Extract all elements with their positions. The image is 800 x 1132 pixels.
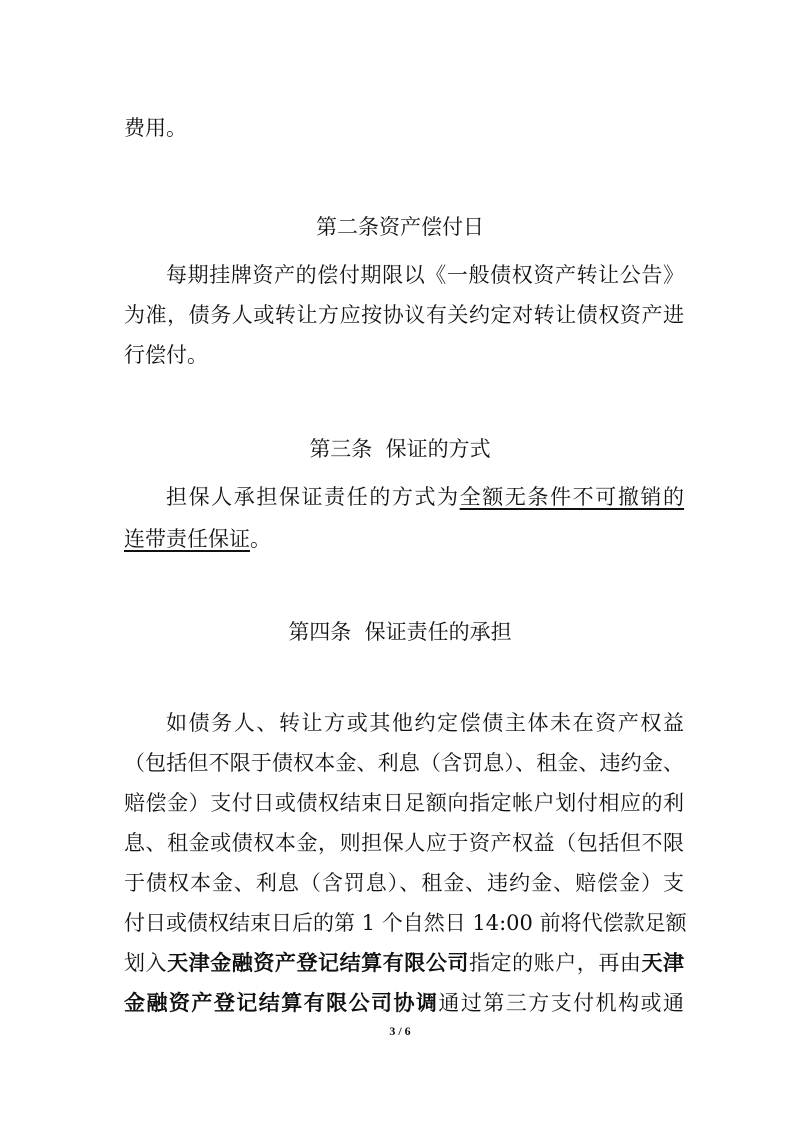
article-2-line-2: 为准，债务人或转让方应按协议有关约定对转让债权资产进 — [124, 303, 684, 327]
article-4-line-2: （包括但不限于债权本金、利息（含罚息）、租金、违约金、 — [124, 751, 684, 775]
article-3-heading: 第三条 保证的方式 — [309, 437, 491, 461]
article-2-line-3: 行偿付。 — [124, 343, 208, 367]
bold-institution-name: 天津 — [641, 950, 685, 975]
page-number: 3 / 6 — [389, 1024, 411, 1038]
article-4-line-6: 付日或债权结束日后的第 1 个自然日 14:00 前将代偿款足额 — [124, 911, 687, 935]
article-4-line-7: 划入天津金融资产登记结算有限公司指定的账户，再由天津 — [124, 950, 685, 975]
paragraph-tail: 费用。 — [124, 116, 187, 140]
bold-institution-name: 金融资产登记结算有限公司协调 — [124, 990, 439, 1015]
article-3-line-2: 连带责任保证。 — [124, 527, 271, 551]
article-4-line-1: 如债务人、转让方或其他约定偿债主体未在资产权益 — [166, 711, 684, 735]
article-4-line-4: 息、租金或债权本金，则担保人应于资产权益（包括但不限 — [124, 831, 684, 855]
bold-institution-name: 天津金融资产登记结算有限公司 — [167, 950, 469, 975]
underlined-term: 连带责任保证 — [124, 527, 250, 551]
article-4-line-3: 赔偿金）支付日或债权结束日足额向指定帐户划付相应的利 — [124, 791, 684, 815]
article-2-line-1: 每期挂牌资产的偿付期限以《一般债权资产转让公告》 — [166, 263, 684, 287]
underlined-term: 全额无条件不可撤销的 — [459, 485, 685, 509]
article-4-line-5: 于债权本金、利息（含罚息）、租金、违约金、赔偿金）支 — [124, 871, 684, 895]
article-4-heading: 第四条 保证责任的承担 — [288, 620, 512, 644]
article-4-line-8: 金融资产登记结算有限公司协调通过第三方支付机构或通 — [124, 990, 685, 1015]
article-3-line-1: 担保人承担保证责任的方式为全额无条件不可撤销的 — [166, 485, 685, 509]
article-2-heading: 第二条资产偿付日 — [316, 215, 484, 239]
